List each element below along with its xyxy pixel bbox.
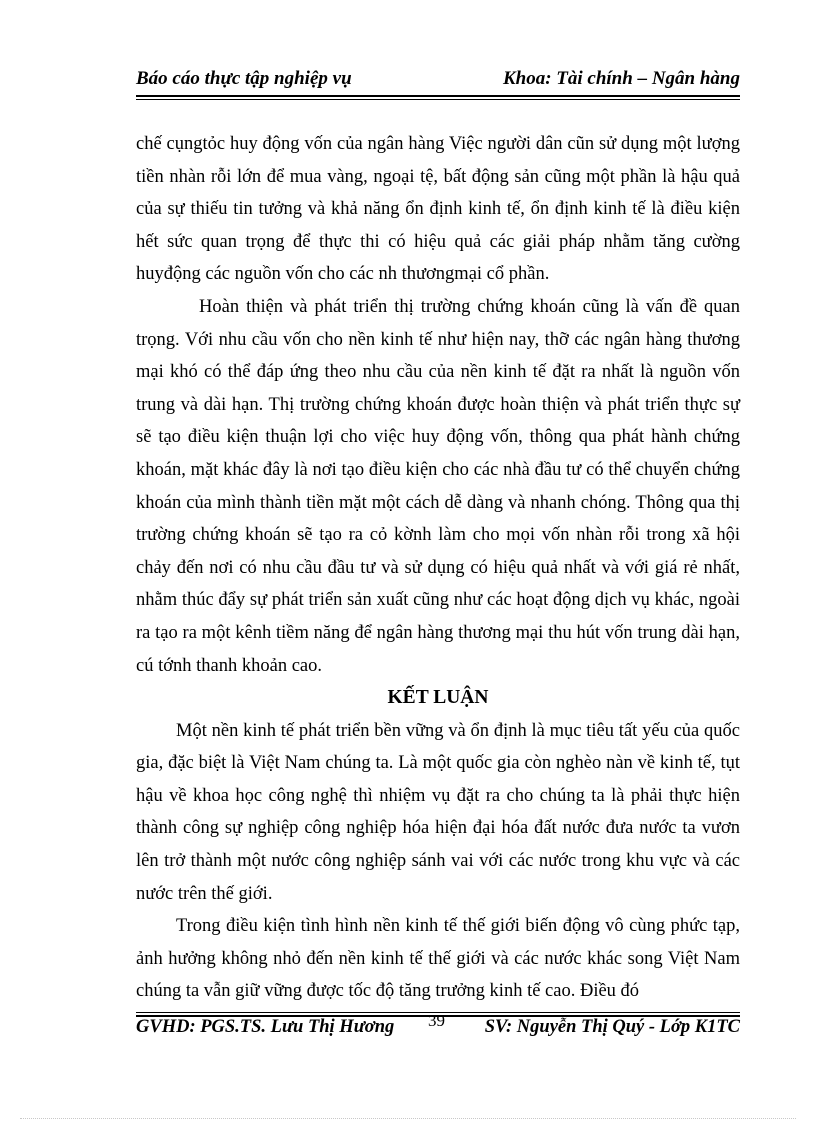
header-rule-thick	[136, 95, 740, 97]
header-faculty: Khoa: Tài chính – Ngân hàng	[502, 68, 740, 89]
paragraph-1: chế cụngtỏc huy động vốn của ngân hàng Việc người dân cũn sử dụng một lượng tiền nhàn rỗi lớn để mua vàng, ngoại tệ, bất động sản cũng một phần là hậu quả của sự thiếu tin tưởng và khả năng ổn định kinh tế, ổn định kinh tế là điều kiện hết sức quan trọng để thực thi có hiệu quả các giải pháp nhằm tăng cường huyđộng các nguồn vốn cho các nh thươngmại cổ phần.	[136, 134, 740, 285]
paragraph-3: Một nền kinh tế phát triển bền vững và ổn định là mục tiêu tất yếu của quốc gia, đặc biệt là Việt Nam chúng ta. Là một quốc gia còn nghèo nàn về kinh tế, tụt hậu về khoa học công nghệ thì nhiệm vụ đặt ra cho chúng ta là phải thực hiện thành công sự nghiệp công nghiệp hóa hiện đại hóa đất nước đưa nước ta vươn lên trở thành một nước công nghiệp sánh vai với các nước trong khu vực và các nước trên thế giới.	[136, 720, 740, 904]
footer-supervisor: GVHD: PGS.TS. Lưu Thị Hương	[136, 1017, 395, 1037]
paragraph-4: Trong điều kiện tình hình nền kinh tế thế giới biến động vô cùng phức tạp, ảnh hưởng không nhỏ đến nền kinh tế thế giới và các nước khác song Việt Nam chúng ta vẫn giữ vững được tốc độ tăng trưởng kinh tế cao. Điều đó	[136, 916, 740, 1002]
page-body	[136, 128, 740, 1008]
section-heading: KẾT LUẬN	[387, 687, 489, 709]
paragraph-2: Hoàn thiện và phát triển thị trường chứng khoán cũng là vấn đề quan trọng. Với nhu cầu vốn cho nền kinh tế như hiện nay, thỡ các ngân hàng thương mại khó có thể đáp ứng theo nhu cầu của nền kinh tế đặt ra nhất là nguồn vốn trung và dài hạn. Thị trường chứng khoán được hoàn thiện và phát triển thực sự sẽ tạo điều kiện thuận lợi cho việc huy động vốn, thông qua phát hành chứng khoán, mặt khác đây là nơi tạo điều kiện cho các nhà đầu tư có thể chuyển chứng khoán của mình thành tiền mặt một cách dễ dàng và nhanh chóng. Thông qua thị trường chứng khoán sẽ tạo ra cỏ kờnh làm cho mọi vốn nhàn rỗi trong xã hội chảy đến nơi có nhu cầu đầu tư và sử dụng có hiệu quả nhất và với giá rẻ nhất, nhằm thúc đẩy sự phát triển sản xuất cũng như các hoạt động dịch vụ khác, ngoài ra tạo ra một kênh tiềm năng để ngân hàng thương mại thu hút vốn trung dài hạn, cú tớnh thanh khoản cao.	[136, 296, 740, 676]
footer-student: SV: Nguyễn Thị Quý - Lớp K1TC	[484, 1017, 740, 1037]
header-report-title: Báo cáo thực tập nghiệp vụ	[136, 68, 352, 89]
page-edge-divider	[20, 1118, 796, 1119]
page-number: 39	[428, 1011, 445, 1030]
header-rule-thin	[136, 99, 740, 100]
page-header	[136, 68, 740, 94]
